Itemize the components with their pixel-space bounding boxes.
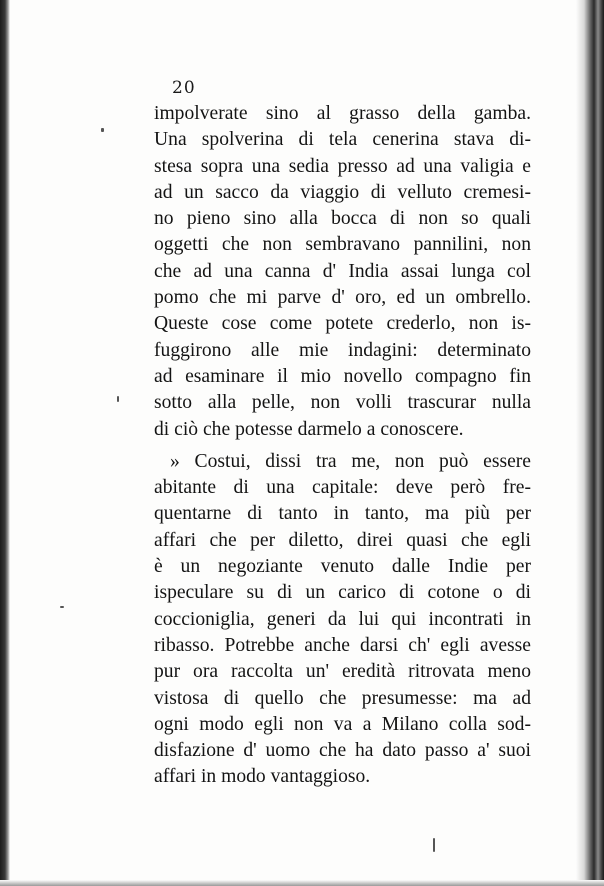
text-line: ispeculare su di un carico di cotone o di: [154, 582, 531, 604]
body-text: [154, 101, 531, 791]
page-number: 20: [172, 78, 196, 98]
text-line: stesa sopra una sedia presso ad una valigia e: [154, 155, 531, 177]
text-line: affari in modo vantaggioso.: [154, 766, 371, 788]
text-line: quentarne di tanto in tanto, ma più per: [154, 503, 531, 525]
text-line: ad esaminare il mio novello compagno fin: [154, 365, 531, 387]
text-line: affari che per diletto, direi quasi che egli: [154, 529, 531, 551]
page-right-shadow: [576, 0, 604, 886]
text-line: ribasso. Potrebbe anche darsi ch' egli avesse: [154, 634, 531, 656]
text-line: sotto alla pelle, non volli trascurar nulla: [154, 392, 531, 414]
scan-speck: [101, 128, 104, 132]
text-line: è un negoziante venuto dalle Indie per: [154, 556, 531, 578]
scan-speck: [60, 606, 64, 608]
text-line: Queste cose come potete crederlo, non is-: [154, 313, 531, 335]
text-line: fuggirono alle mie indagini: determinato: [154, 339, 531, 361]
text-line: disfazione d' uomo che ha dato passo a' suoi: [154, 740, 531, 762]
scan-speck: [117, 396, 119, 402]
text-line: no pieno sino alla bocca di non so quali: [154, 208, 531, 230]
text-line: oggetti che non sembravano pannilini, non: [154, 234, 531, 256]
text-line: pur ora raccolta un' eredità ritrovata meno: [154, 661, 531, 683]
text-line: Una spolverina di tela cenerina stava di-: [154, 129, 531, 151]
text-line: pomo che mi parve d' oro, ed un ombrello.: [154, 287, 531, 309]
text-line: di ciò che potesse darmelo a conoscere.: [154, 418, 464, 440]
scan-speck: [433, 838, 435, 852]
text-line: ogni modo egli non va a Milano colla sod-: [154, 713, 531, 735]
text-line: abitante di una capitale: deve però fre-: [154, 477, 531, 499]
page-left-shadow: [0, 0, 10, 886]
text-line: impolverate sino al grasso della gamba.: [154, 103, 531, 124]
text-line: coccioniglia, generi da lui qui incontrati in: [154, 608, 531, 630]
page-bottom-shadow: [0, 880, 604, 886]
text-line: che ad una canna d' India assai lunga col: [154, 260, 531, 282]
text-line: » Costui, dissi tra me, non può essere: [170, 450, 531, 472]
text-line: ad un sacco da viaggio di velluto cremesi-: [154, 181, 531, 203]
text-line: vistosa di quello che presumesse: ma ad: [154, 687, 531, 709]
